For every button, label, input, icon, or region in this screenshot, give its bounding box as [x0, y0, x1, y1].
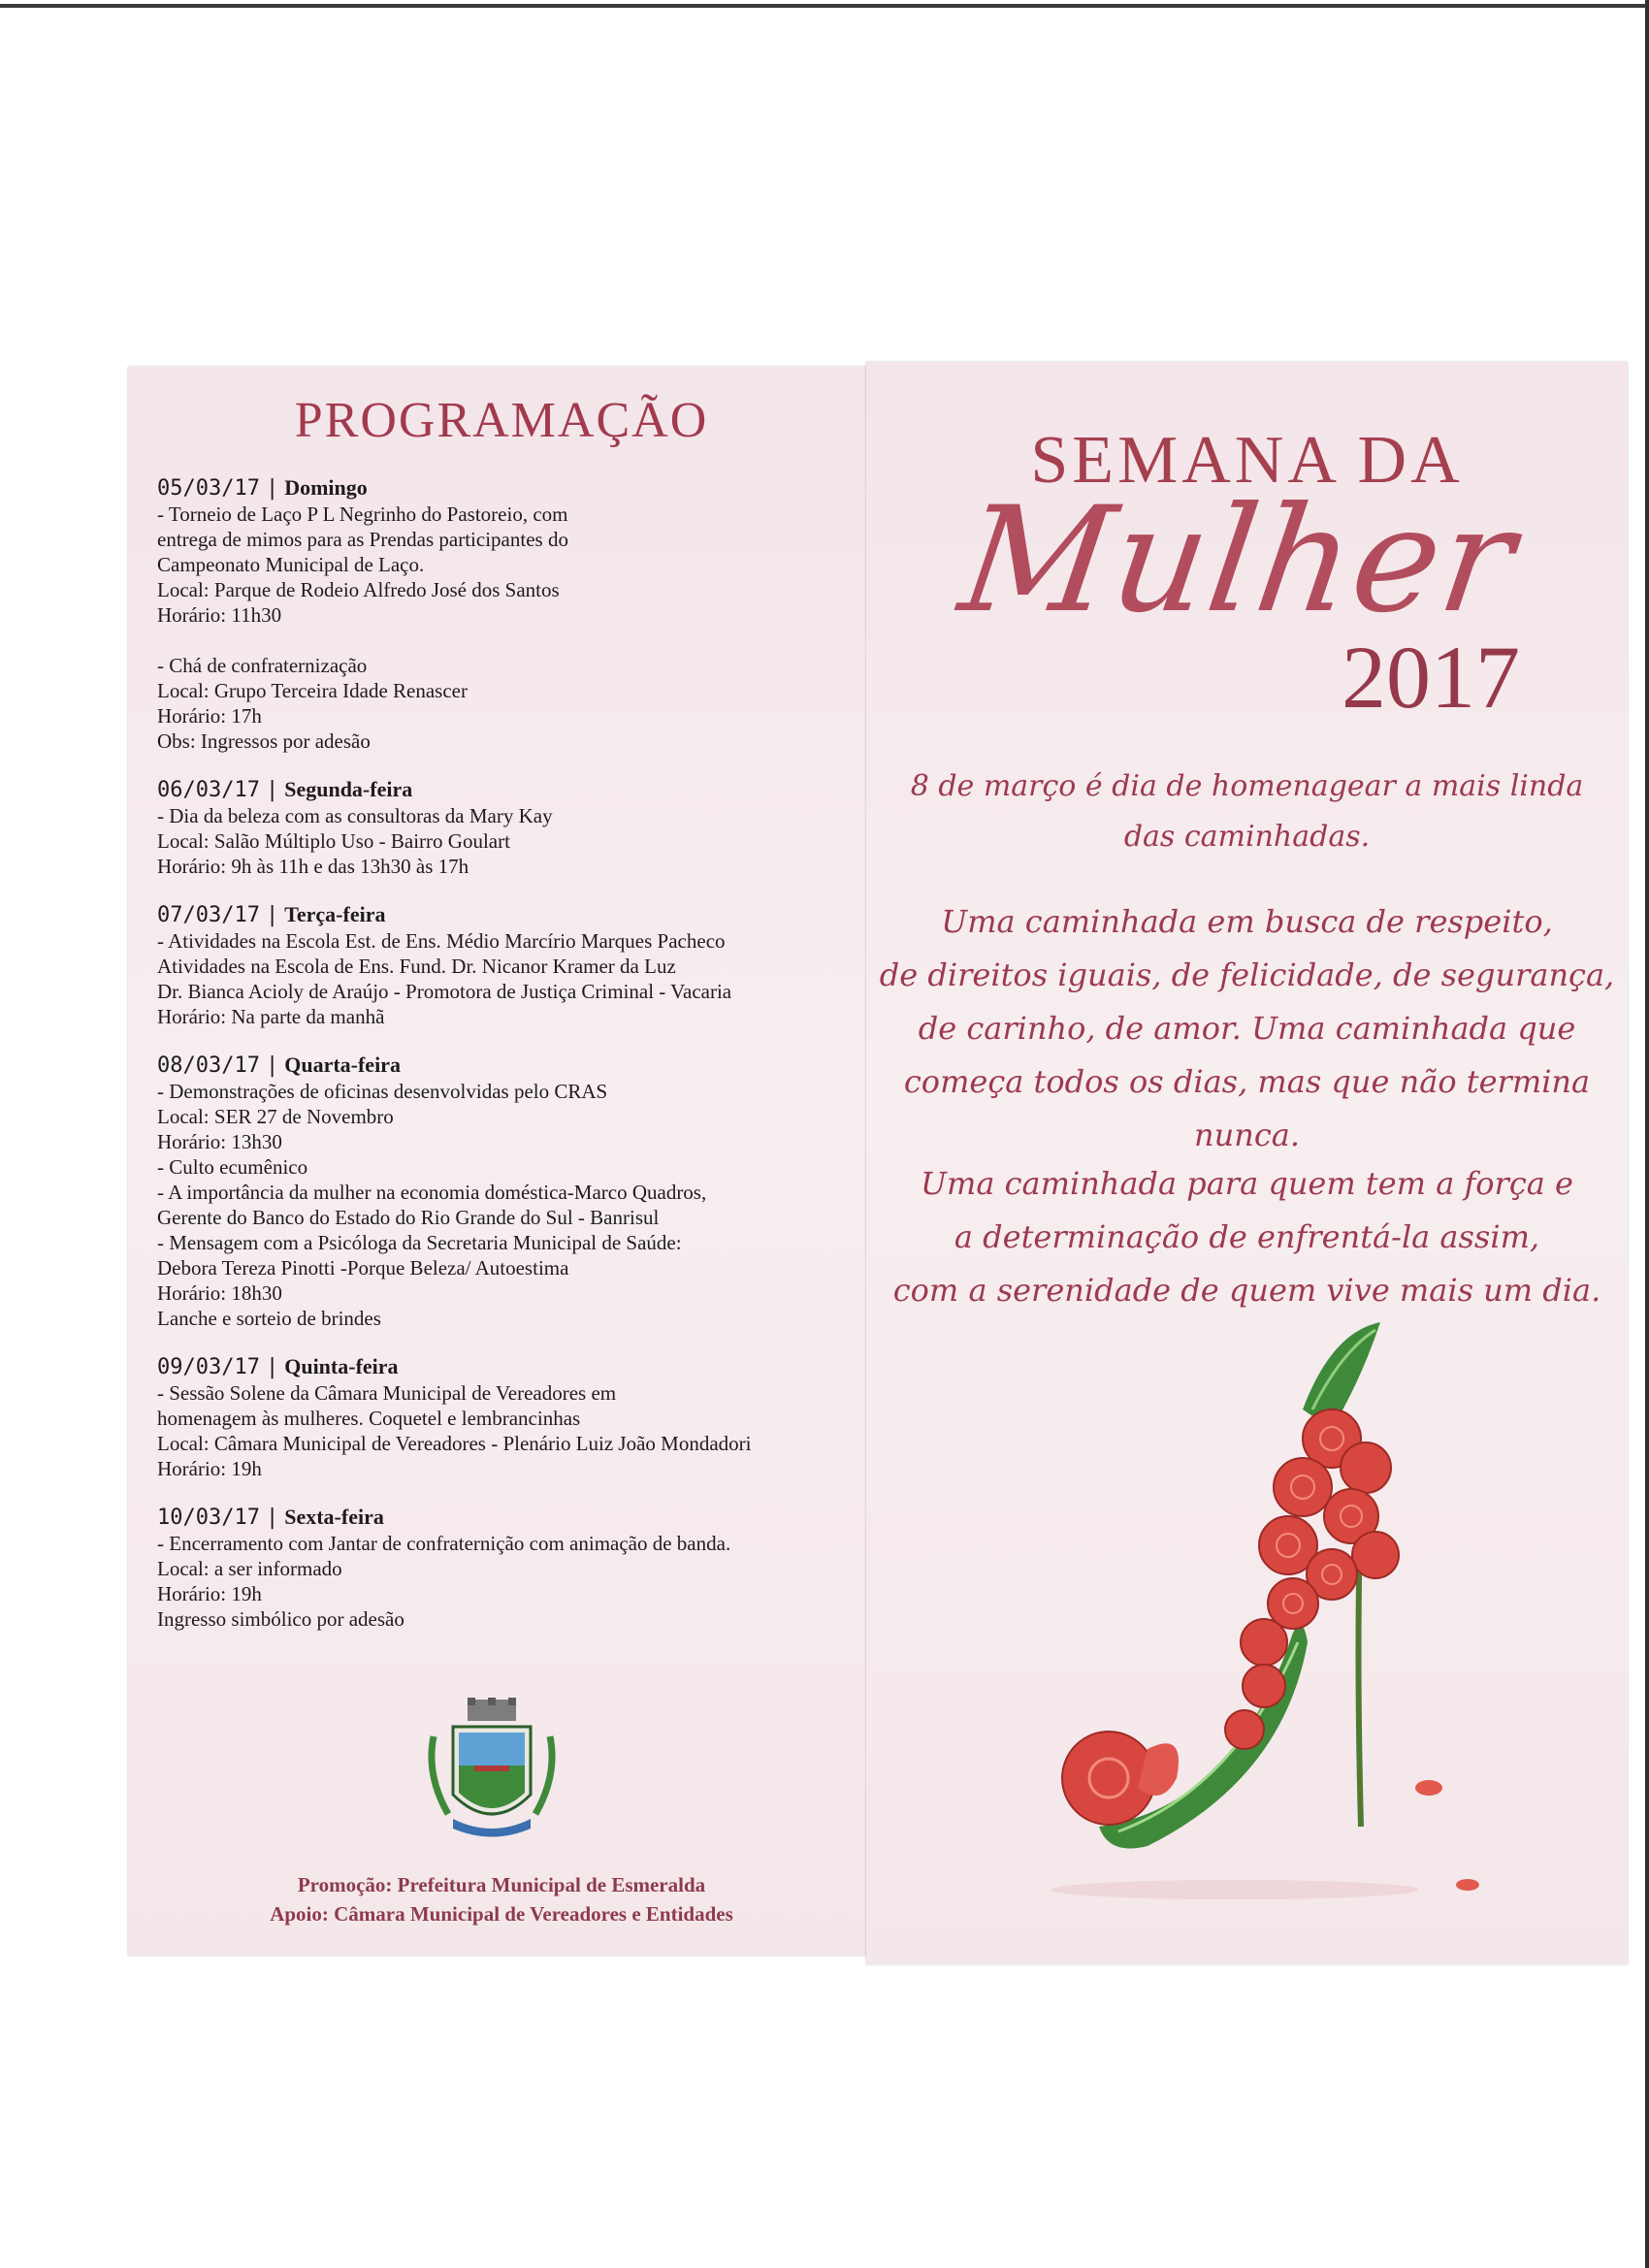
event-detail-line: - Dia da beleza com as consultoras da Mary Kay — [157, 804, 553, 827]
tagline-line: das caminhadas. — [1123, 820, 1371, 854]
quote-line: com a serenidade de quem vive mais um dia. — [892, 1272, 1601, 1309]
event-date: 07/03/17 — [157, 903, 260, 927]
quote-line: começa todos os dias, mas que não termina nunca. — [903, 1063, 1591, 1153]
event-block — [157, 1053, 875, 1331]
date-separator: | — [265, 1506, 279, 1530]
event-detail-line: - Torneio de Laço P L Negrinho do Pastoreio, com — [157, 502, 568, 526]
event-detail-line: Debora Tereza Pinotti -Porque Beleza/ Autoestima — [157, 1256, 569, 1280]
events-list — [157, 475, 875, 1655]
event-detail-line: Horário: 9h às 11h e das 13h30 às 17h — [157, 855, 469, 878]
event-weekday: Quinta-feira — [284, 1354, 399, 1378]
cover-year: 2017 — [1342, 628, 1520, 727]
event-heading — [157, 1053, 875, 1079]
event-detail-line: - Demonstrações de oficinas desenvolvidas pelo CRAS — [157, 1080, 608, 1103]
event-detail-line: - Atividades na Escola Est. de Ens. Médio Marcírio Marques Pacheco — [157, 929, 726, 953]
cover-title-mulher: Mulher — [951, 476, 1526, 645]
event-heading — [157, 777, 875, 803]
date-separator: | — [265, 903, 279, 927]
event-weekday: Segunda-feira — [284, 777, 413, 801]
date-separator: | — [265, 1053, 279, 1078]
cover-title-semana: SEMANA DA — [1030, 423, 1464, 498]
tagline-line: 8 de março é dia de homenagear a mais linda — [910, 769, 1584, 803]
event-date: 08/03/17 — [157, 1053, 260, 1078]
event-detail-line: Dr. Bianca Acioly de Araújo - Promotora de Justiça Criminal - Vacaria — [157, 980, 732, 1003]
event-heading — [157, 902, 875, 928]
event-detail-line: - Sessão Solene da Câmara Municipal de Vereadores em — [157, 1381, 617, 1405]
event-detail-line: Horário: 11h30 — [157, 603, 282, 627]
event-detail-line: - Encerramento com Jantar de confraternição com animação de banda. — [157, 1532, 731, 1555]
quote-line: de carinho, de amor. Uma caminhada que — [918, 1010, 1576, 1047]
event-detail-line: Atividades na Escola de Ens. Fund. Dr. Nicanor Kramer da Luz — [157, 955, 676, 978]
event-detail-line: homenagem às mulheres. Coquetel e lembrancinhas — [157, 1407, 581, 1430]
event-block — [157, 475, 875, 754]
event-detail-line: Horário: 17h — [157, 704, 262, 728]
event-detail-line: Gerente do Banco do Estado do Rio Grande do Sul - Banrisul — [157, 1206, 660, 1229]
quote-line: Uma caminhada em busca de respeito, — [941, 903, 1553, 940]
event-block — [157, 1505, 875, 1632]
event-date: 10/03/17 — [157, 1506, 260, 1530]
event-date: 05/03/17 — [157, 476, 260, 501]
apoio-text: Apoio: Câmara Municipal de Vereadores e Entidades — [270, 1902, 733, 1926]
event-detail-line — [157, 628, 875, 653]
event-detail-line: Campeonato Municipal de Laço. — [157, 553, 425, 576]
event-weekday: Quarta-feira — [284, 1053, 401, 1077]
event-heading — [157, 1354, 875, 1380]
event-heading — [157, 475, 875, 502]
programacao-panel — [128, 367, 875, 1956]
event-block — [157, 902, 875, 1029]
cover-panel — [866, 362, 1628, 1964]
event-weekday: Domingo — [284, 475, 368, 500]
event-detail-line: entrega de mimos para as Prendas participantes do — [157, 528, 568, 551]
event-date: 06/03/17 — [157, 778, 260, 802]
quote-line: de direitos iguais, de felicidade, de segurança, — [879, 956, 1615, 993]
event-detail-line: Lanche e sorteio de brindes — [157, 1307, 381, 1330]
event-block — [157, 1354, 875, 1481]
event-detail-line: Horário: 19h — [157, 1457, 262, 1480]
programacao-title: PROGRAMAÇÃO — [294, 393, 709, 448]
date-separator: | — [265, 1355, 279, 1379]
footer-credits — [128, 1870, 875, 1928]
quote-line: Uma caminhada para quem tem a força e — [921, 1165, 1573, 1202]
event-weekday: Terça-feira — [284, 902, 386, 926]
event-detail-line: Horário: 19h — [157, 1582, 262, 1605]
event-detail-line: Horário: 18h30 — [157, 1281, 282, 1305]
event-detail-line: - A importância da mulher na economia doméstica-Marco Quadros, — [157, 1181, 707, 1204]
event-detail-line: Local: Parque de Rodeio Alfredo José dos Santos — [157, 578, 560, 601]
event-detail-line: Horário: Na parte da manhã — [157, 1005, 385, 1028]
event-detail-line: Obs: Ingressos por adesão — [157, 729, 371, 753]
event-detail-line: Local: Salão Múltiplo Uso - Bairro Goulart — [157, 829, 510, 853]
quote-line: a determinação de enfrentá-la assim, — [954, 1218, 1540, 1255]
event-date: 09/03/17 — [157, 1355, 260, 1379]
rose-shoe-illustration — [1041, 1322, 1487, 1924]
event-weekday: Sexta-feira — [284, 1505, 384, 1529]
coat-of-arms-icon — [424, 1698, 560, 1843]
event-detail-line: Local: a ser informado — [157, 1557, 342, 1580]
event-detail-line: Local: Câmara Municipal de Vereadores - Plenário Luiz João Mondadori — [157, 1432, 752, 1455]
promocao-text: Promoção: Prefeitura Municipal de Esmeralda — [297, 1873, 706, 1896]
scan-border-top — [0, 4, 1649, 8]
event-detail-line: Ingresso simbólico por adesão — [157, 1607, 404, 1631]
event-detail-line: Horário: 13h30 — [157, 1130, 282, 1153]
date-separator: | — [265, 476, 279, 501]
event-heading — [157, 1505, 875, 1531]
tagline — [866, 761, 1628, 862]
date-separator: | — [265, 778, 279, 802]
event-detail-line: - Chá de confraternização — [157, 654, 368, 677]
event-detail-line: - Culto ecumênico — [157, 1155, 308, 1179]
event-detail-line: Local: Grupo Terceira Idade Renascer — [157, 679, 468, 702]
event-block — [157, 777, 875, 879]
event-detail-line: Local: SER 27 de Novembro — [157, 1105, 394, 1128]
quote-paragraph-1 — [866, 895, 1628, 1162]
scan-border-right — [1645, 0, 1649, 2268]
quote-paragraph-2 — [866, 1157, 1628, 1317]
event-detail-line: - Mensagem com a Psicóloga da Secretaria Municipal de Saúde: — [157, 1231, 682, 1254]
